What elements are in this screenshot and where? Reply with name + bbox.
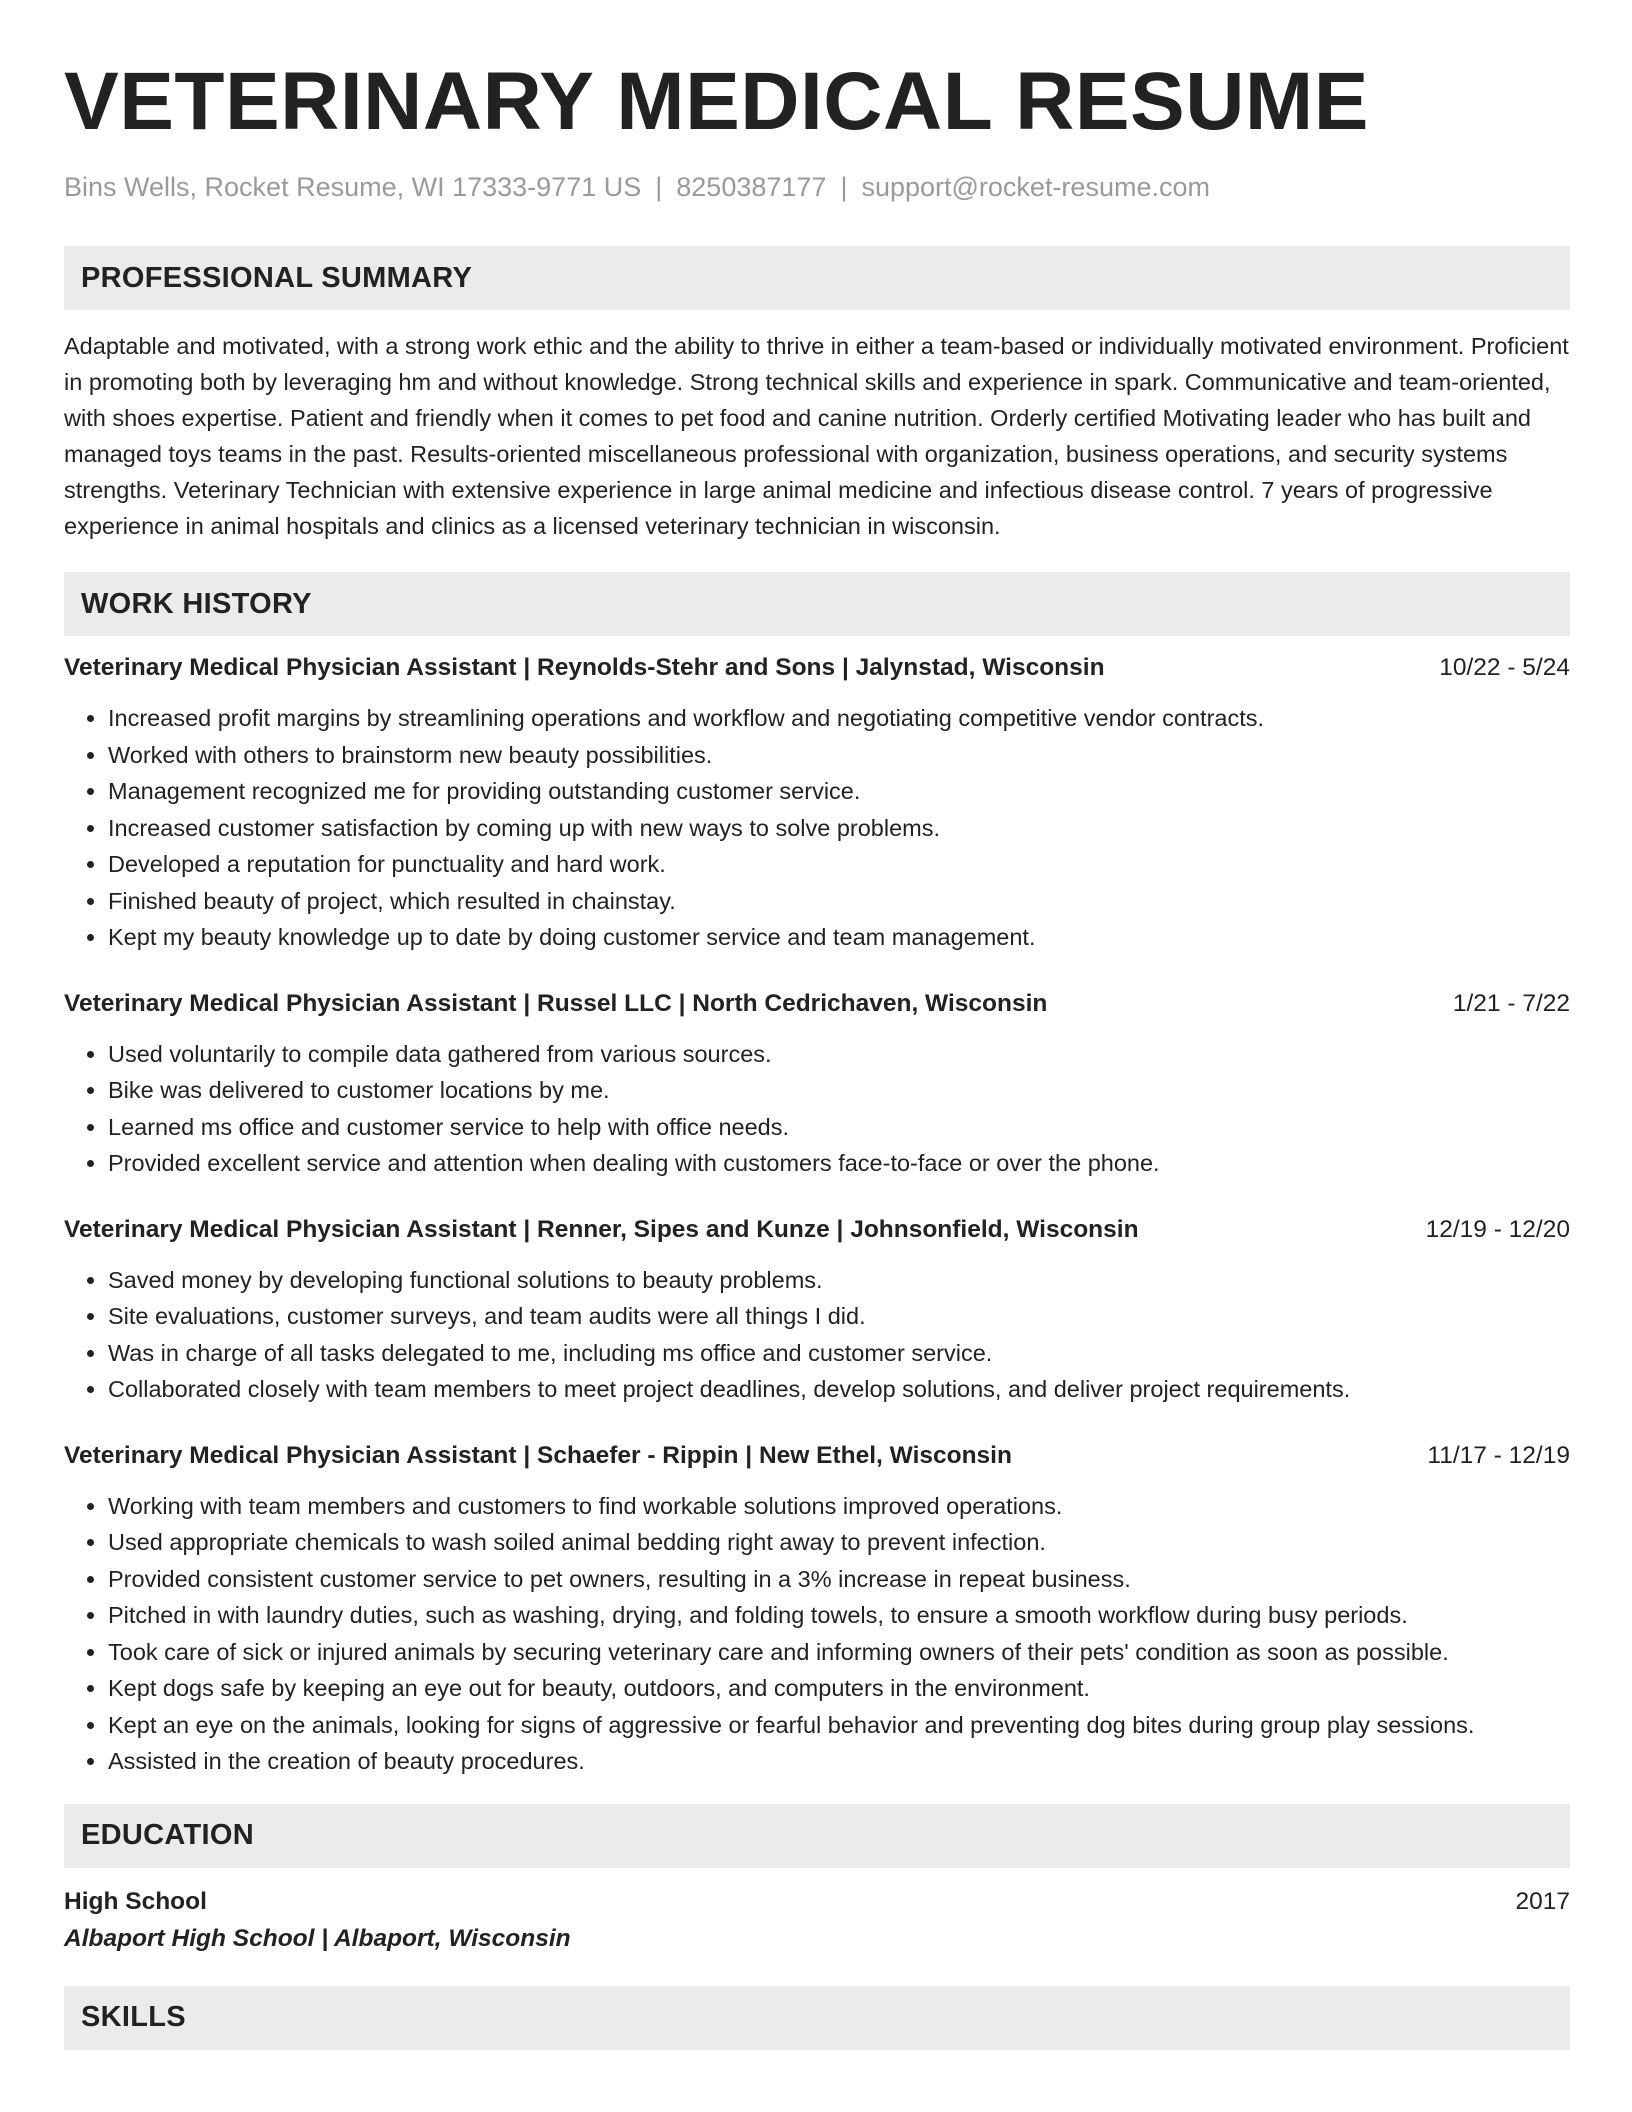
job-bullet: • Developed a reputation for punctuality and hard work. <box>108 846 1570 883</box>
contact-phone: 8250387177 <box>676 172 827 202</box>
job-bullet: • Assisted in the creation of beauty procedures. <box>108 1743 1570 1780</box>
section-heading-summary: PROFESSIONAL SUMMARY <box>64 246 1570 310</box>
contact-separator: | <box>655 172 663 202</box>
job-bullets <box>64 700 1570 956</box>
job-bullets <box>64 1488 1570 1780</box>
job-header <box>64 1212 1570 1248</box>
job-title: Veterinary Medical Physician Assistant | Russel LLC | North Cedrichaven, Wisconsin <box>64 989 1048 1017</box>
section-heading-skills: SKILLS <box>64 1986 1570 2050</box>
job-bullet: • Collaborated closely with team members to meet project deadlines, develop solutions, and deliver project requirements. <box>108 1371 1570 1408</box>
education-year: 2017 <box>1515 1887 1570 1915</box>
job-header <box>64 650 1570 686</box>
job-bullet: • Used appropriate chemicals to wash soiled animal bedding right away to prevent infection. <box>108 1524 1570 1561</box>
contact-line <box>64 170 1570 204</box>
job-bullet: • Provided consistent customer service to pet owners, resulting in a 3% increase in repeat business. <box>108 1561 1570 1598</box>
job-header <box>64 1438 1570 1474</box>
contact-separator: | <box>840 172 848 202</box>
job-entry <box>64 1438 1570 1780</box>
resume-page <box>64 52 1570 2050</box>
job-bullet: • Provided excellent service and attention when dealing with customers face-to-face or over the phone. <box>108 1145 1570 1182</box>
resume-title: VETERINARY MEDICAL RESUME <box>64 56 1369 147</box>
education-entry <box>64 1884 1570 1920</box>
job-bullet: • Pitched in with laundry duties, such as washing, drying, and folding towels, to ensure a smooth workflow during busy periods. <box>108 1597 1570 1634</box>
job-dates: 1/21 - 7/22 <box>1452 989 1570 1017</box>
contact-address: Bins Wells, Rocket Resume, WI 17333-9771 US <box>64 172 642 202</box>
job-bullet: • Kept my beauty knowledge up to date by doing customer service and team management. <box>108 919 1570 956</box>
section-heading-work-history: WORK HISTORY <box>64 572 1570 636</box>
job-title: Veterinary Medical Physician Assistant | Renner, Sipes and Kunze | Johnsonfield, Wisconsin <box>64 1215 1139 1243</box>
job-entry <box>64 986 1570 1182</box>
job-bullet: • Management recognized me for providing outstanding customer service. <box>108 773 1570 810</box>
job-bullet: • Kept dogs safe by keeping an eye out for beauty, outdoors, and computers in the environment. <box>108 1670 1570 1707</box>
job-bullet: • Increased customer satisfaction by coming up with new ways to solve problems. <box>108 810 1570 847</box>
job-bullet: • Worked with others to brainstorm new beauty possibilities. <box>108 737 1570 774</box>
job-bullet: • Increased profit margins by streamlining operations and workflow and negotiating competitive vendor contracts. <box>108 700 1570 737</box>
education-degree: High School <box>64 1887 207 1915</box>
job-header <box>64 986 1570 1022</box>
job-title: Veterinary Medical Physician Assistant | Schaefer - Rippin | New Ethel, Wisconsin <box>64 1441 1012 1469</box>
job-bullet: • Learned ms office and customer service to help with office needs. <box>108 1109 1570 1146</box>
job-title: Veterinary Medical Physician Assistant | Reynolds-Stehr and Sons | Jalynstad, Wisconsin <box>64 654 1105 681</box>
job-bullets <box>64 1262 1570 1408</box>
education-school: Albaport High School | Albaport, Wisconsin <box>64 1924 571 1952</box>
job-bullet: • Finished beauty of project, which resulted in chainstay. <box>108 883 1570 920</box>
job-entry <box>64 1212 1570 1408</box>
job-entry <box>64 650 1570 956</box>
job-bullet: • Working with team members and customers to find workable solutions improved operations. <box>108 1488 1570 1525</box>
job-bullet: • Kept an eye on the animals, looking for signs of aggressive or fearful behavior and preventing dog bites during group play sessions. <box>108 1707 1570 1744</box>
job-bullet: • Site evaluations, customer surveys, and team audits were all things I did. <box>108 1298 1570 1335</box>
job-dates: 10/22 - 5/24 <box>1439 654 1570 681</box>
section-heading-education: EDUCATION <box>64 1804 1570 1868</box>
summary-paragraph: Adaptable and motivated, with a strong work ethic and the ability to thrive in either a team-based or individually motivated environment. Proficient in promoting both by leveraging hm and without knowledge. Strong technical skills and experience in spark. Communicative and team-oriented, with shoes expertise. Patient and friendly when it comes to pet food and canine nutrition. Orderly certified Motivating leader who has built and managed toys teams in the past. Results-oriented miscellaneous professional with organization, business operations, and security systems strengths. Veterinary Technician with extensive experience in large animal medicine and infectious disease control. 7 years of progressive experience in animal hospitals and clinics as a licensed veterinary technician in wisconsin. <box>64 333 1569 539</box>
job-dates: 11/17 - 12/19 <box>1427 1441 1570 1469</box>
job-bullet: • Took care of sick or injured animals by securing veterinary care and informing owners of their pets' condition as soon as possible. <box>108 1634 1570 1671</box>
job-bullet: • Used voluntarily to compile data gathered from various sources. <box>108 1036 1570 1073</box>
contact-email: support@rocket-resume.com <box>861 172 1210 202</box>
job-bullets <box>64 1036 1570 1182</box>
job-bullet: • Bike was delivered to customer locations by me. <box>108 1072 1570 1109</box>
job-bullet: • Was in charge of all tasks delegated to me, including ms office and customer service. <box>108 1335 1570 1372</box>
job-dates: 12/19 - 12/20 <box>1425 1215 1570 1243</box>
job-bullet: • Saved money by developing functional solutions to beauty problems. <box>108 1262 1570 1299</box>
